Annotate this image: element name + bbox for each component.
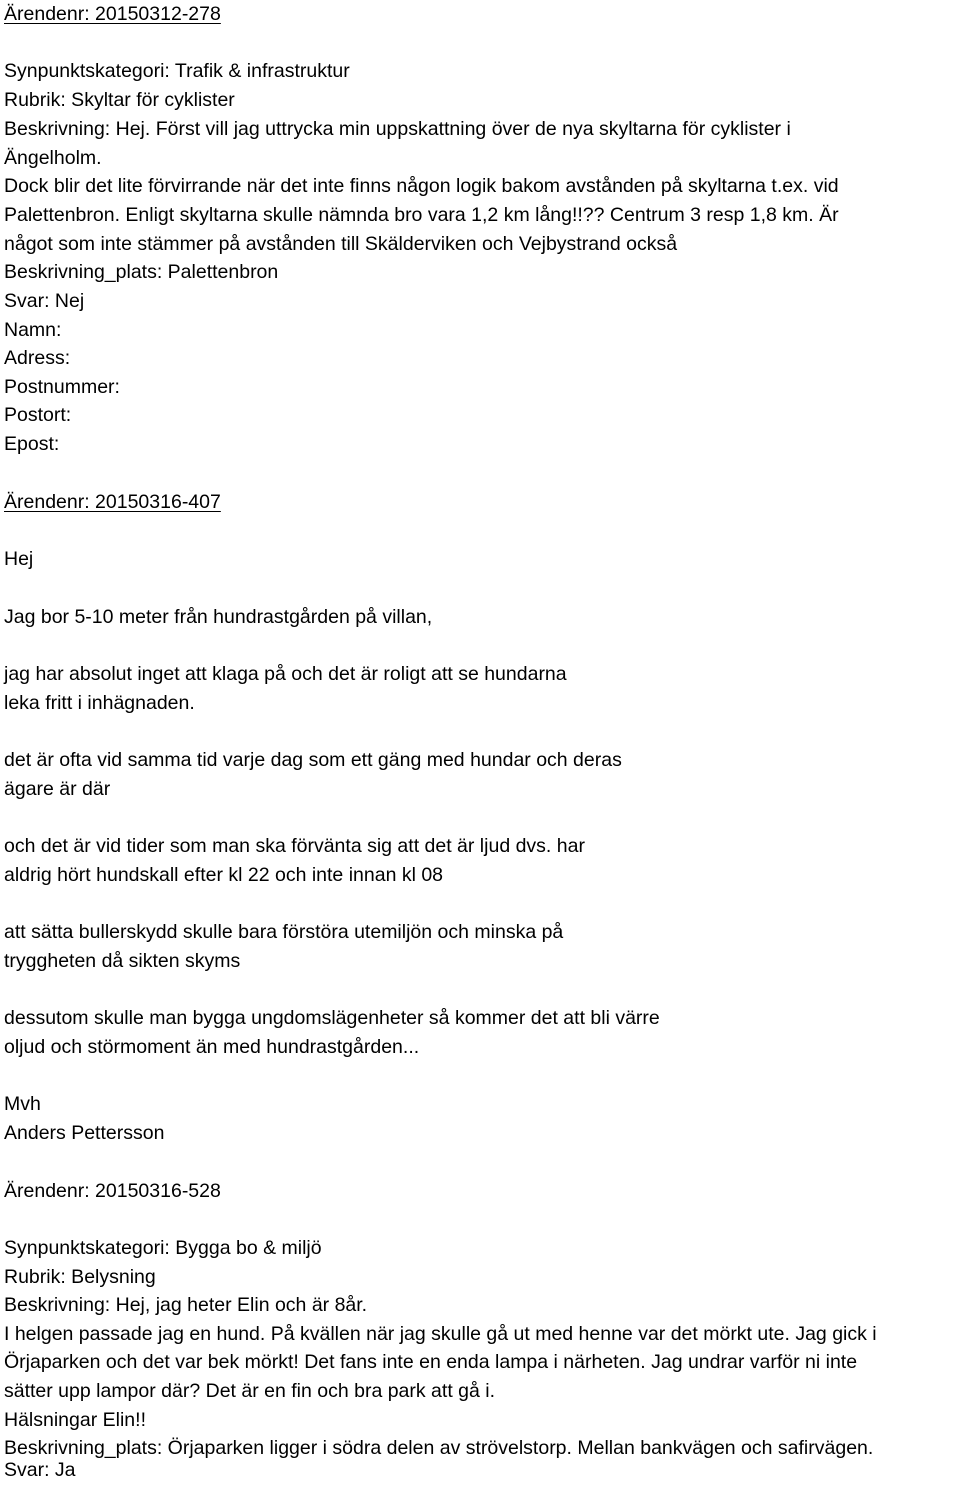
category-line: Synpunktskategori: Bygga bo & miljö bbox=[4, 1237, 322, 1259]
letter-line: aldrig hört hundskall efter kl 22 och inte innan kl 08 bbox=[4, 864, 444, 886]
description-line: Palettenbron. Enligt skyltarna skulle nämnda bro vara 1,2 km lång!!?? Centrum 3 resp 1,8 km. Är bbox=[4, 204, 839, 226]
letter-line: jag har absolut inget att klaga på och det är roligt att se hundarna bbox=[4, 663, 567, 685]
letter-line: Hej bbox=[4, 548, 34, 570]
letter-line: att sätta bullerskydd skulle bara förstöra utemiljön och minska på bbox=[4, 921, 564, 943]
letter-line: leka fritt i inhägnaden. bbox=[4, 692, 195, 714]
description-line: Beskrivning: Hej, jag heter Elin och är 8år. bbox=[4, 1294, 368, 1316]
description-line: Örjaparken och det var bek mörkt! Det fans inte en enda lampa i närheten. Jag undrar varför ni inte bbox=[4, 1351, 858, 1373]
address-line: Adress: bbox=[4, 347, 71, 369]
description-line: Hälsningar Elin!! bbox=[4, 1409, 146, 1431]
location-line: Beskrivning_plats: Palettenbron bbox=[4, 261, 279, 283]
answer-line: Svar: Ja bbox=[4, 1459, 76, 1481]
letter-line: dessutom skulle man bygga ungdomslägenheter så kommer det att bli värre bbox=[4, 1007, 660, 1029]
description-line: Ängelholm. bbox=[4, 147, 102, 169]
description-line: Beskrivning: Hej. Först vill jag uttrycka min uppskattning över de nya skyltarna för cyklister i bbox=[4, 118, 791, 140]
title-line: Rubrik: Belysning bbox=[4, 1266, 156, 1288]
case-heading: Ärendenr: 20150316-528 bbox=[4, 1180, 221, 1202]
letter-line: oljud och störmoment än med hundrastgården... bbox=[4, 1036, 420, 1058]
case-heading: Ärendenr: 20150316-407 bbox=[4, 491, 221, 513]
letter-line: det är ofta vid samma tid varje dag som ett gäng med hundar och deras bbox=[4, 749, 622, 771]
email-line: Epost: bbox=[4, 433, 60, 455]
description-line: I helgen passade jag en hund. På kvällen när jag skulle gå ut med henne var det mörkt ute. Jag gick i bbox=[4, 1323, 877, 1345]
location-line: Beskrivning_plats: Örjaparken ligger i södra delen av strövelstorp. Mellan bankvägen och safirvägen. bbox=[4, 1437, 874, 1459]
city-line: Postort: bbox=[4, 404, 72, 426]
name-line: Namn: bbox=[4, 319, 62, 341]
answer-line: Svar: Nej bbox=[4, 290, 85, 312]
case-heading: Ärendenr: 20150312-278 bbox=[4, 3, 221, 25]
postcode-line: Postnummer: bbox=[4, 376, 120, 398]
category-line: Synpunktskategori: Trafik & infrastruktur bbox=[4, 60, 350, 82]
description-line: något som inte stämmer på avstånden till Skälderviken och Vejbystrand också bbox=[4, 233, 678, 255]
description-line: Dock blir det lite förvirrande när det inte finns någon logik bakom avstånden på skyltarna t.ex. vid bbox=[4, 175, 839, 197]
letter-signature: Anders Pettersson bbox=[4, 1122, 165, 1144]
description-line: sätter upp lampor där? Det är en fin och bra park att gå i. bbox=[4, 1380, 496, 1402]
title-line: Rubrik: Skyltar för cyklister bbox=[4, 89, 235, 111]
letter-closing: Mvh bbox=[4, 1093, 41, 1115]
letter-line: Jag bor 5-10 meter från hundrastgården på villan, bbox=[4, 606, 433, 628]
letter-line: ägare är där bbox=[4, 778, 111, 800]
letter-line: och det är vid tider som man ska förvänta sig att det är ljud dvs. har bbox=[4, 835, 585, 857]
letter-line: tryggheten då sikten skyms bbox=[4, 950, 241, 972]
